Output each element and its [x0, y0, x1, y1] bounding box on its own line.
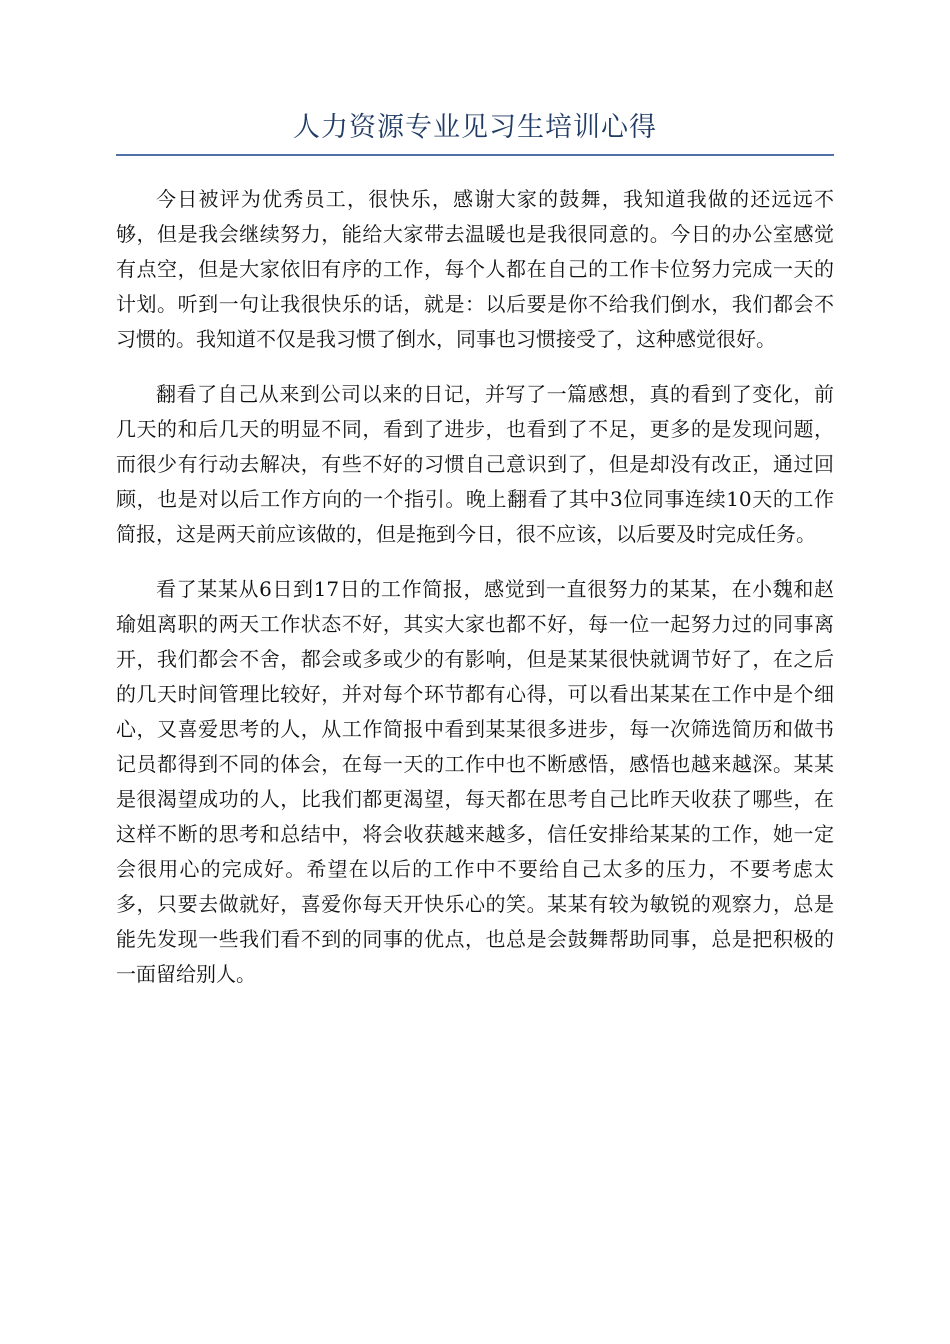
title-underline: [116, 154, 834, 156]
paragraph-2: 翻看了自己从来到公司以来的日记，并写了一篇感想，真的看到了变化，前几天的和后几天的明显不同，看到了进步，也看到了不足，更多的是发现问题，而很少有行动去解决，有些不好的习惯自己意识到了，但是却没有改正，通过回顾，也是对以后工作方向的一个指引。晚上翻看了其中3位同事连续10天的工作简报，这是两天前应该做的，但是拖到今日，很不应该，以后要及时完成任务。: [116, 382, 834, 546]
document-page: [116, 108, 834, 1012]
paragraph-3: 看了某某从6日到17日的工作简报，感觉到一直很努力的某某，在小魏和赵瑜姐离职的两天工作状态不好，其实大家也都不好，每一位一起努力过的同事离开，我们都会不舍，都会或多或少的有影响，但是某某很快就调节好了，在之后的几天时间管理比较好，并对每个环节都有心得，可以看出某某在工作中是个细心，又喜爱思考的人，从工作简报中看到某某很多进步，每一次筛选简历和做书记员都得到不同的体会，在每一天的工作中也不断感悟，感悟也越来越深。某某是很渴望成功的人，比我们都更渴望，每天都在思考自己比昨天收获了哪些，在这样不断的思考和总结中，将会收获越来越多，信任安排给某某的工作，她一定会很用心的完成好。希望在以后的工作中不要给自己太多的压力，不要考虑太多，只要去做就好，喜爱你每天开快乐心的笑。某某有较为敏锐的观察力，总是能先发现一些我们看不到的同事的优点，也总是会鼓舞帮助同事，总是把积极的一面留给别人。: [116, 577, 834, 986]
paragraph-1: 今日被评为优秀员工，很快乐，感谢大家的鼓舞，我知道我做的还远远不够，但是我会继续努力，能给大家带去温暖也是我很同意的。今日的办公室感觉有点空，但是大家依旧有序的工作，每个人都在自己的工作卡位努力完成一天的计划。听到一句让我很快乐的话，就是：以后要是你不给我们倒水，我们都会不习惯的。我知道不仅是我习惯了倒水，同事也习惯接受了，这种感觉很好。: [116, 187, 834, 351]
document-title: 人力资源专业见习生培训心得: [293, 112, 657, 143]
